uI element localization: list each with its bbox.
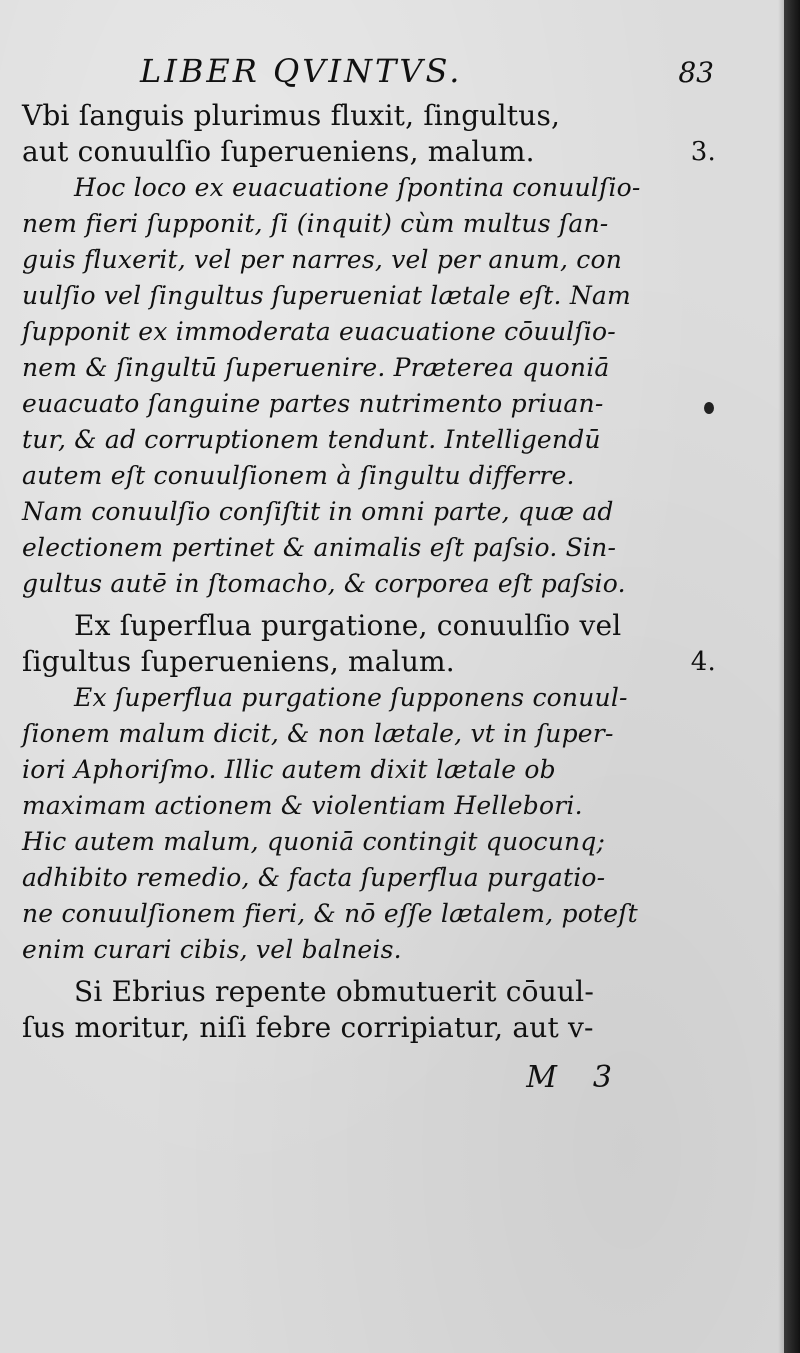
commentary-4-line-2: ſionem malum dicit, & non lætale, vt in ſuper- (22, 719, 614, 748)
page-edge (784, 0, 800, 1353)
commentary-4-line-3: iori Aphoriſmo. Illic autem dixit lætale ob (22, 755, 556, 784)
commentary-4-line-8: enim curari cibis, vel balneis. (22, 935, 402, 964)
commentary-4-line-4: maximam actionem & violentiam Hellebori. (22, 791, 583, 820)
commentary-3-line-12: gultus autē in ſtomacho, & corporea eſt paſsio. (22, 569, 626, 598)
signature-mark (22, 1060, 722, 1095)
commentary-3-line-5: ſupponit ex immoderata euacuatione cōuulſio- (22, 317, 616, 346)
aphorism-5-line-1: Si Ebrius repente obmutuerit cōuul- (74, 975, 594, 1008)
running-head (22, 52, 722, 98)
aphorism-3-number: 3. (690, 137, 716, 167)
aphorism-4-line-1: Ex ſuperflua purgatione, conuulſio vel (74, 609, 622, 642)
commentary-3-line-4: uulſio vel ſingultus ſuperueniat lætale eſt. Nam (22, 281, 631, 310)
commentary-4-line-1: Ex ſuperflua purgatione ſupponens conuul- (74, 683, 628, 712)
aphorism-3-line-2 (22, 134, 722, 170)
commentary-3-line-1: Hoc loco ex euacuatione ſpontina conuulſio- (74, 173, 641, 202)
commentary-4-line-5: Hic autem malum, quoniā contingit quocunq; (22, 827, 606, 856)
page-number: 83 (678, 56, 714, 89)
commentary-3-line-8: tur, & ad corruptionem tendunt. Intelligendū (22, 425, 601, 454)
aphorism-3-line-1: Vbi ſanguis plurimus fluxit, ſingultus, (22, 99, 561, 132)
page-text (22, 52, 722, 1095)
aphorism-3-line-2-text: aut conuulſio ſuperueniens, malum. (22, 135, 535, 168)
commentary-3-line-7: euacuato ſanguine partes nutrimento priuan- (22, 389, 604, 418)
commentary-3-line-6: nem & ſingultū ſuperuenire. Præterea quoniā (22, 353, 610, 382)
ink-speck (704, 402, 714, 414)
commentary-3-line-9: autem eſt conuulſionem à ſingultu differre. (22, 461, 575, 490)
aphorism-4-line-2-text: ſigultus ſuperueniens, malum. (22, 645, 455, 678)
commentary-4-line-7: ne conuulſionem fieri, & nō eſſe lætalem, poteſt (22, 899, 638, 928)
aphorism-5-line-2: ſus moritur, niſi febre corripiatur, aut v- (22, 1011, 594, 1044)
aphorism-4-number: 4. (690, 647, 716, 677)
commentary-4-line-6: adhibito remedio, & facta ſuperflua purgatio- (22, 863, 606, 892)
aphorism-4-line-2 (22, 644, 722, 680)
commentary-3-line-3: guis fluxerit, vel per narres, vel per anum, con (22, 245, 623, 274)
commentary-3-line-11: electionem pertinet & animalis eſt paſsio. Sin- (22, 533, 617, 562)
signature-letter: M (526, 1060, 557, 1095)
commentary-3-line-10: Nam conuulſio conſiſtit in omni parte, quæ ad (22, 497, 614, 526)
signature-number: 3 (592, 1060, 612, 1095)
running-title: LIBER QVINTVS. (140, 52, 463, 90)
commentary-3-line-2: nem fieri ſupponit, ſi (inquit) cùm multus ſan- (22, 209, 609, 238)
